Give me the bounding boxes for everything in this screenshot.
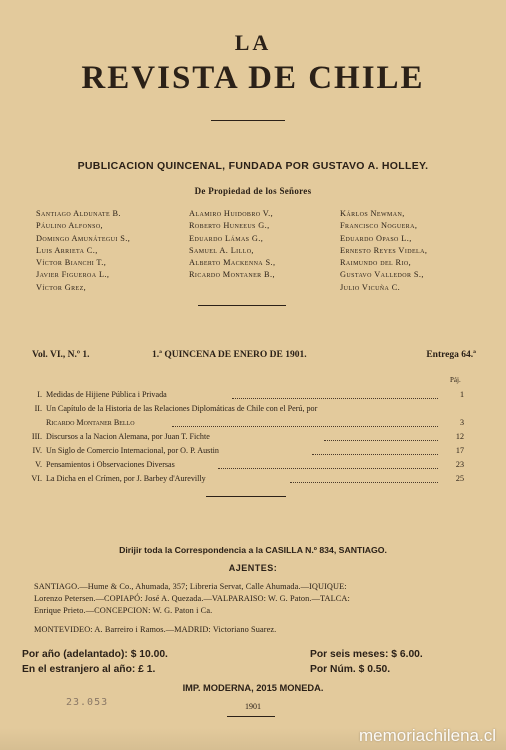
toc-number: V. xyxy=(35,460,42,469)
toc-page: 3 xyxy=(459,418,464,427)
title-divider xyxy=(211,120,285,121)
publication-subtitle: PUBLICACION QUINCENAL, FUNDADA POR GUSTAVO A. HOLLEY. xyxy=(77,160,429,172)
issue-date: 1.ª QUINCENA DE ENERO DE 1901. xyxy=(152,350,307,360)
toc-page: 17 xyxy=(455,446,464,455)
owner-name: Páulino Alfonso, xyxy=(36,221,104,231)
owner-name: Alberto Mackenna S., xyxy=(189,258,276,268)
dot-leader xyxy=(290,482,438,483)
agents-heading: AJENTES: xyxy=(228,563,278,573)
toc-title: Discursos a la Nacion Alemana, por Juan T. Fichte xyxy=(46,432,210,441)
price-abroad: En el estranjero al año: £ 1. xyxy=(22,664,156,675)
watermark-logo[interactable]: memoriachilena.cl xyxy=(359,726,496,745)
toc-title: Pensamientos i Observaciones Diversas xyxy=(46,460,175,469)
agents-line: Enrique Prieto.—CONCEPCION: W. G. Paton i Ca. xyxy=(34,606,213,615)
toc-title: Medidas de Hijiene Pública i Privada xyxy=(46,390,167,399)
owner-name: Domingo Amunátegui S., xyxy=(36,233,131,243)
owner-name: Julio Vicuña C. xyxy=(340,282,401,292)
toc-title: La Dicha en el Crímen, por J. Barbey d'Aurevilly xyxy=(46,474,206,483)
owner-name: Roberto Huneeus G., xyxy=(189,221,270,231)
toc-number: II. xyxy=(34,404,42,413)
owner-name: Víctor Grez, xyxy=(36,282,87,292)
owner-name: Ernesto Reyes Videla, xyxy=(340,245,428,255)
toc-item[interactable] xyxy=(22,432,464,444)
owners-divider xyxy=(198,305,286,306)
toc-author: Ricardo Montaner Bello xyxy=(46,418,135,427)
owner-name: Gustavo Valledor S., xyxy=(340,270,424,280)
dot-leader xyxy=(232,398,438,399)
correspondence-note: Dirijir toda la Correspondencia a la CASILLA N.º 834, SANTIAGO. xyxy=(119,545,387,555)
dot-leader xyxy=(172,426,438,427)
owner-name: Víctor Bianchi T., xyxy=(36,258,107,268)
year-underline xyxy=(227,716,275,717)
owner-name: Samuel A. Lillo, xyxy=(189,245,254,255)
price-per-number: Por Núm. $ 0.50. xyxy=(310,664,391,675)
toc-number: I. xyxy=(37,390,42,399)
agents-line: MONTEVIDEO: A. Barreiro i Ramos.—MADRID: Victoriano Suarez. xyxy=(34,625,277,634)
price-six-months: Por seis meses: $ 6.00. xyxy=(310,649,423,660)
toc-item[interactable] xyxy=(22,474,464,486)
library-stamp: 23.053 xyxy=(66,697,109,708)
toc-item-continued[interactable] xyxy=(22,418,464,430)
publication-year: 1901 xyxy=(245,702,261,711)
owner-name: Luis Arrieta C., xyxy=(36,245,98,255)
toc-page: 1 xyxy=(459,390,464,399)
owner-name: Francisco Noguera, xyxy=(340,221,418,231)
owner-name: Kárlos Newman, xyxy=(340,209,405,218)
owners-heading: De Propiedad de los Señores xyxy=(194,186,312,196)
title-article: LA xyxy=(234,30,272,55)
toc-item[interactable] xyxy=(22,460,464,472)
toc-item[interactable] xyxy=(22,404,464,416)
owners-column-1 xyxy=(36,208,130,294)
agents-line: Lorenzo Petersen.—COPIAPÓ: José A. Quezada.—VALPARAISO: W. G. Paton.—TALCA: xyxy=(34,594,350,603)
volume-number: Vol. VI., N.º 1. xyxy=(32,350,90,360)
toc-number: IV. xyxy=(32,446,42,455)
toc-page: 25 xyxy=(455,474,464,483)
dot-leader xyxy=(218,468,438,469)
toc-title: Un Siglo de Comercio Internacional, por O. P. Austin xyxy=(46,446,219,455)
toc-page: 23 xyxy=(455,460,464,469)
toc-item[interactable] xyxy=(22,446,464,458)
toc-title: Un Capítulo de la Historia de las Relaciones Diplomáticas de Chile con el Perú, por xyxy=(46,404,318,413)
owner-name: Raimundo del Rio, xyxy=(340,258,412,268)
toc-page: 12 xyxy=(455,432,464,441)
toc-item[interactable] xyxy=(22,390,464,402)
page-column-label: Páj. xyxy=(450,376,461,384)
toc-number: VI. xyxy=(31,474,42,483)
owner-name: Javier Figueroa L., xyxy=(36,270,110,280)
entrega-number: Entrega 64.ª xyxy=(426,350,476,360)
owner-name: Santiago Aldunate B. xyxy=(36,209,121,218)
price-yearly: Por año (adelantado): $ 10.00. xyxy=(22,649,168,660)
owners-column-2 xyxy=(189,208,275,282)
dot-leader xyxy=(312,454,438,455)
printer-info: IMP. MODERNA, 2015 MONEDA. xyxy=(182,683,324,693)
page-title: REVISTA DE CHILE xyxy=(81,60,425,96)
owners-column-3 xyxy=(340,208,427,294)
owner-name: Alamiro Huidobro V., xyxy=(189,209,274,218)
agents-line: SANTIAGO.—Hume & Co., Ahumada, 357; Libreria Servat, Calle Ahumada.—IQUIQUE: xyxy=(34,582,347,591)
owner-name: Eduardo Opaso L., xyxy=(340,233,412,243)
owner-name: Eduardo Lámas G., xyxy=(189,233,264,243)
contents-divider xyxy=(206,496,286,497)
dot-leader xyxy=(324,440,438,441)
toc-number: III. xyxy=(31,432,42,441)
owner-name: Ricardo Montaner B., xyxy=(189,270,275,280)
